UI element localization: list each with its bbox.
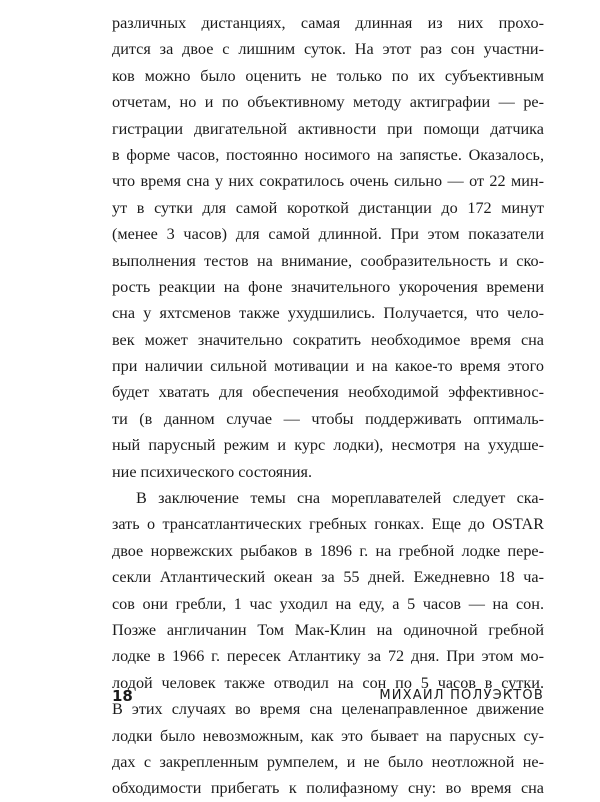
text-line: зать о трансатлантических гребных гонках. Еще до OSTAR xyxy=(112,515,544,534)
text-line: различных дистанциях, самая длинная из них прохо- xyxy=(112,14,544,32)
text-line: ков можно было оценить не только по их субъективным xyxy=(112,66,544,85)
text-line: сна у яхтсменов также ухудшились. Получается, что чело- xyxy=(112,304,544,323)
text-line: сов они гребли, 1 час уходил на еду, а 5 часов — на сон. xyxy=(112,594,544,613)
text-line: секли Атлантический океан за 55 дней. Ежедневно 18 ча- xyxy=(112,568,544,587)
text-line: лодой человек также отводил на сон по 5 часов в сутки. xyxy=(112,673,544,692)
text-line: Позже англичанин Том Мак-Клин на одиночной гребной xyxy=(112,620,544,639)
text-line: что время сна у них сократилось очень сильно — от 22 мин- xyxy=(112,172,544,191)
text-line: лодки было невозможным, как это бывает на парусных су- xyxy=(112,726,544,745)
text-line: ти (в данном случае — чтобы поддерживать оптималь- xyxy=(112,409,544,428)
page-footer xyxy=(112,684,544,708)
text-line: при наличии сильной мотивации и на какое-то время этого xyxy=(112,357,544,376)
text-line: дах с закрепленным румпелем, и не было неотложной не- xyxy=(112,752,544,771)
page-number: 18 xyxy=(112,687,133,705)
text-line: двое норвежских рыбаков в 1896 г. на гребной лодке пере- xyxy=(112,541,544,560)
text-line: рость реакции на фоне значительного укорочения времени xyxy=(112,277,544,296)
text-line: лодке в 1966 г. пересек Атлантику за 72 дня. При этом мо- xyxy=(112,647,544,666)
text-line: гистрации двигательной активности при помощи датчика xyxy=(112,119,544,138)
text-line: будет хватать для обеспечения необходимой эффективнос- xyxy=(112,383,544,402)
text-line: выполнения тестов на внимание, сообразительность и ско- xyxy=(112,251,544,270)
text-line: (менее 3 часов) для самой длинной. При этом показатели xyxy=(112,225,544,244)
text-line: ут в сутки для самой короткой дистанции до 172 минут xyxy=(112,198,544,217)
running-head-author: МИХАИЛ ПОЛУЭКТОВ xyxy=(379,688,544,703)
paragraph-start-line: В заключение темы сна мореплавателей следует ска- xyxy=(136,489,544,508)
text-line: в форме часов, постоянно носимого на запястье. Оказалось, xyxy=(112,145,544,164)
body-text xyxy=(112,10,544,802)
text-line: В этих случаях во время сна целенаправленное движение xyxy=(112,700,544,719)
text-line: ный парусный режим и курс лодки), несмотря на ухудше- xyxy=(112,436,544,455)
text-line: отчетам, но и по объективному методу актиграфии — ре- xyxy=(112,93,544,112)
paragraph-end-line: ние психического состояния. xyxy=(112,462,313,481)
text-line: обходимости прибегать к полифазному сну: во время сна xyxy=(112,779,544,798)
text-line: дится за двое с лишним суток. На этот раз сон участни- xyxy=(112,40,544,59)
text-line: век может значительно сократить необходимое время сна xyxy=(112,330,544,349)
